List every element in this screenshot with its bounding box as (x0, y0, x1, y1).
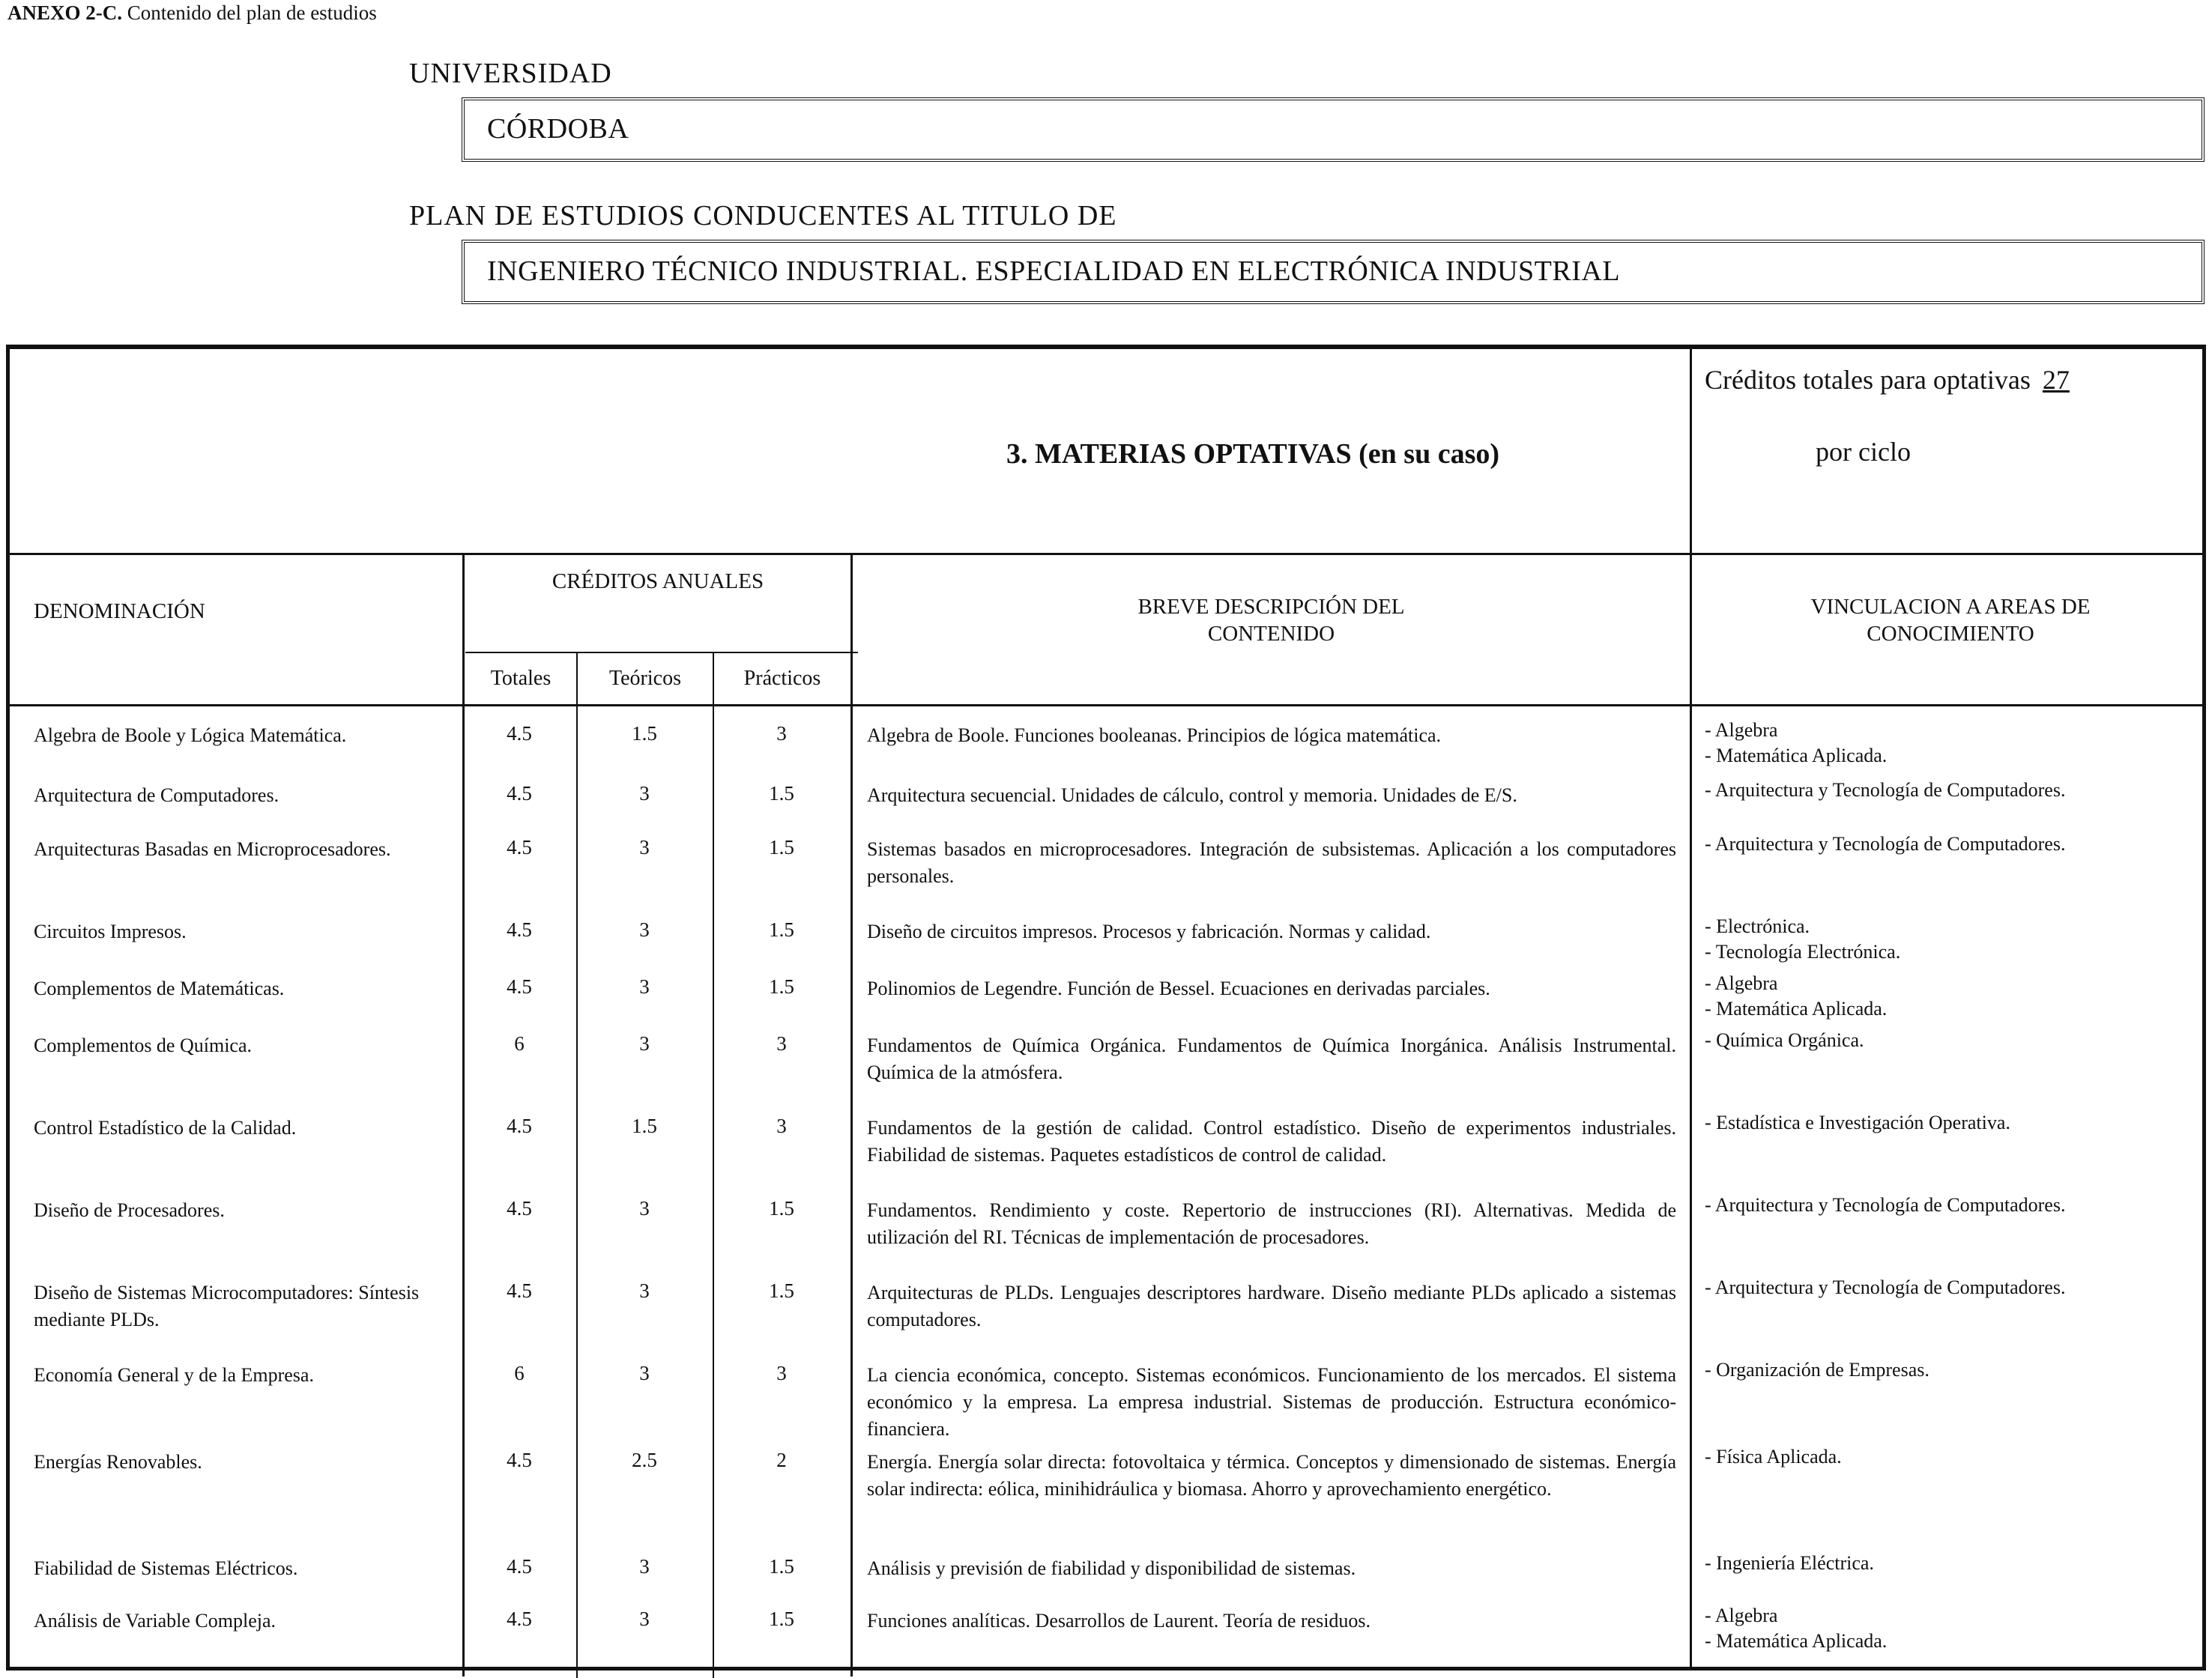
row-totales: 6 (514, 1362, 525, 1384)
row-descripcion: La ciencia económica, concepto. Sistemas económicos. Funcionamiento de los mercados. El sistema económico y la empresa. La empresa industrial. Sistemas de producción. Estructura económico-financiera. (867, 1364, 1676, 1440)
row-areas (1705, 1551, 2199, 1576)
area-item: - Arquitectura y Tecnología de Computadores. (1705, 833, 2066, 855)
row-totales: 4.5 (507, 1197, 532, 1220)
row-totales: 4.5 (507, 1555, 532, 1578)
columns-divider (10, 704, 2202, 706)
row-teoricos: 3 (639, 1608, 650, 1630)
col-practicos: Prácticos (743, 667, 821, 690)
row-practicos: 1.5 (769, 1197, 794, 1220)
row-teoricos: 3 (639, 836, 650, 858)
row-totales: 4.5 (507, 975, 532, 998)
row-teoricos: 3 (639, 1362, 650, 1384)
row-denominacion: Algebra de Boole y Lógica Matemática. (34, 724, 347, 746)
row-practicos: 1.5 (769, 1279, 794, 1302)
row-descripcion: Fundamentos de la gestión de calidad. Control estadístico. Diseño de experimentos industriales. Fiabilidad de sistemas. Paquetes estadísticos de control de calidad. (867, 1117, 1676, 1166)
area-item: - Arquitectura y Tecnología de Computadores. (1705, 1276, 2066, 1298)
row-practicos: 1.5 (769, 1555, 794, 1578)
row-descripcion: Diseño de circuitos impresos. Procesos y fabricación. Normas y calidad. (867, 921, 1431, 942)
row-denominacion: Análisis de Variable Compleja. (34, 1610, 276, 1632)
row-practicos: 1.5 (769, 1608, 794, 1630)
row-teoricos: 3 (639, 975, 650, 998)
row-areas (1705, 1603, 2199, 1654)
row-teoricos: 3 (639, 1555, 650, 1578)
row-practicos: 3 (776, 1032, 787, 1055)
area-item: - Matemática Aplicada. (1705, 745, 1888, 766)
row-practicos: 1.5 (769, 836, 794, 858)
row-descripcion: Funciones analíticas. Desarrollos de Laurent. Teoría de residuos. (867, 1610, 1371, 1632)
row-teoricos: 2.5 (632, 1449, 657, 1471)
annex-number: ANEXO 2-C. (7, 1, 122, 24)
area-item: - Matemática Aplicada. (1705, 998, 1888, 1020)
section-title: 3. MATERIAS OPTATIVAS (en su caso) (1006, 438, 1500, 470)
annex-subtitle: Contenido del plan de estudios (127, 1, 377, 24)
row-totales: 4.5 (507, 1449, 532, 1471)
col-vinculacion-line2: CONOCIMIENTO (1867, 622, 2034, 646)
row-practicos: 2 (776, 1449, 787, 1471)
row-areas (1705, 832, 2199, 857)
area-item: - Electrónica. (1705, 915, 1810, 937)
row-totales: 4.5 (507, 918, 532, 941)
plan-value: INGENIERO TÉCNICO INDUSTRIAL. ESPECIALIDAD EN ELECTRÓNICA INDUSTRIAL (487, 255, 1621, 287)
row-descripcion: Fundamentos. Rendimiento y coste. Repertorio de instrucciones (RI). Alternativas. Medida de utilización del RI. Técnicas de implementación de procesadores. (867, 1199, 1676, 1248)
plan-label: PLAN DE ESTUDIOS CONDUCENTES AL TITULO DE (409, 200, 1117, 231)
row-practicos: 3 (776, 1115, 787, 1137)
area-item: - Arquitectura y Tecnología de Computadores. (1705, 1194, 2066, 1216)
area-item: - Estadística e Investigación Operativa. (1705, 1112, 2010, 1133)
row-descripcion: Sistemas basados en microprocesadores. Integración de subsistemas. Aplicación a los computadores personales. (867, 838, 1676, 887)
row-teoricos: 1.5 (632, 1115, 657, 1137)
col-creditos: CRÉDITOS ANUALES (552, 569, 764, 593)
row-teoricos: 3 (639, 1197, 650, 1220)
university-label: UNIVERSIDAD (409, 58, 612, 89)
row-denominacion: Complementos de Matemáticas. (34, 978, 285, 999)
row-denominacion: Arquitecturas Basadas en Microprocesadores. (34, 838, 391, 860)
university-box (462, 97, 2205, 162)
area-item: - Organización de Empresas. (1705, 1359, 1930, 1381)
row-areas (1705, 1357, 2199, 1383)
area-item: - Ingeniería Eléctrica. (1705, 1552, 1874, 1574)
row-denominacion: Control Estadístico de la Calidad. (34, 1117, 297, 1139)
vline-credits-left (462, 553, 465, 1677)
row-areas (1705, 1110, 2199, 1136)
row-areas (1705, 914, 2199, 965)
row-descripcion: Algebra de Boole. Funciones booleanas. Principios de lógica matemática. (867, 724, 1442, 746)
row-teoricos: 3 (639, 918, 650, 941)
credits-total (1705, 364, 2070, 396)
row-practicos: 1.5 (769, 782, 794, 805)
row-denominacion: Arquitectura de Computadores. (34, 784, 279, 806)
row-descripcion: Energía. Energía solar directa: fotovoltaica y térmica. Conceptos y dimensionado de sistemas. Energía solar indirecta: eólica, minihidráulica y biomasa. Ahorro y aprovechamiento energético. (867, 1451, 1676, 1500)
row-practicos: 3 (776, 722, 787, 745)
row-totales: 4.5 (507, 1115, 532, 1137)
row-denominacion: Circuitos Impresos. (34, 921, 187, 942)
vline-description (850, 553, 853, 1677)
area-item: - Matemática Aplicada. (1705, 1630, 1888, 1652)
row-practicos: 3 (776, 1362, 787, 1384)
col-denominacion: DENOMINACIÓN (34, 599, 205, 623)
row-descripcion: Arquitecturas de PLDs. Lenguajes descriptores hardware. Diseño mediante PLDs aplicado a sistemas computadores. (867, 1282, 1676, 1330)
row-areas (1705, 1444, 2199, 1470)
row-totales: 4.5 (507, 1608, 532, 1630)
row-denominacion: Fiabilidad de Sistemas Eléctricos. (34, 1557, 298, 1579)
header-divider (10, 553, 2202, 555)
row-teoricos: 1.5 (632, 722, 657, 745)
area-item: - Arquitectura y Tecnología de Computadores. (1705, 779, 2066, 801)
row-practicos: 1.5 (769, 975, 794, 998)
vline-practicos (713, 652, 714, 1678)
row-denominacion: Diseño de Sistemas Microcomputadores: Síntesis mediante PLDs. (34, 1282, 420, 1330)
area-item: - Tecnología Electrónica. (1705, 941, 1901, 963)
subjects-table (6, 345, 2206, 1671)
row-areas (1705, 1028, 2199, 1053)
plan-box (462, 240, 2205, 304)
annex-title (7, 1, 377, 25)
col-teoricos: Teóricos (608, 667, 681, 690)
area-item: - Algebra (1705, 719, 1778, 741)
row-denominacion: Diseño de Procesadores. (34, 1199, 225, 1221)
row-totales: 4.5 (507, 782, 532, 805)
row-descripcion: Polinomios de Legendre. Función de Bessel. Ecuaciones en derivadas parciales. (867, 978, 1490, 999)
credits-total-label: Créditos totales para optativas (1705, 365, 2031, 395)
row-areas (1705, 778, 2199, 803)
vline-teoricos (576, 652, 578, 1678)
col-vinculacion-line1: VINCULACION A AREAS DE (1810, 595, 2091, 619)
col-vinculacion (1692, 593, 2209, 647)
area-item: - Física Aplicada. (1705, 1446, 1842, 1468)
row-areas (1705, 971, 2199, 1022)
col-totales: Totales (490, 667, 552, 690)
university-value: CÓRDOBA (487, 113, 629, 145)
row-teoricos: 3 (639, 782, 650, 805)
row-descripcion: Arquitectura secuencial. Unidades de cálculo, control y memoria. Unidades de E/S. (867, 784, 1517, 806)
vline-areas (1690, 349, 1692, 1667)
per-cycle-label: por ciclo (1816, 437, 1911, 467)
row-totales: 6 (514, 1032, 525, 1055)
row-totales: 4.5 (507, 722, 532, 745)
row-areas (1705, 1193, 2199, 1218)
row-practicos: 1.5 (769, 918, 794, 941)
row-denominacion: Energías Renovables. (34, 1451, 202, 1473)
row-teoricos: 3 (639, 1032, 650, 1055)
row-totales: 4.5 (507, 1279, 532, 1302)
row-totales: 4.5 (507, 836, 532, 858)
credits-subdivider (465, 652, 858, 653)
row-teoricos: 3 (639, 1279, 650, 1302)
row-denominacion: Complementos de Química. (34, 1035, 253, 1056)
col-descripcion-line2: CONTENIDO (1207, 622, 1335, 646)
col-descripcion (853, 593, 1690, 647)
credits-total-value: 27 (2042, 365, 2070, 395)
row-areas (1705, 1275, 2199, 1300)
row-descripcion: Fundamentos de Química Orgánica. Fundamentos de Química Inorgánica. Análisis Instrumental. Química de la atmósfera. (867, 1035, 1676, 1083)
row-areas (1705, 718, 2199, 769)
col-descripcion-line1: BREVE DESCRIPCIÓN DEL (1137, 595, 1405, 619)
area-item: - Algebra (1705, 1605, 1778, 1626)
row-denominacion: Economía General y de la Empresa. (34, 1364, 314, 1386)
row-descripcion: Análisis y previsión de fiabilidad y disponibilidad de sistemas. (867, 1557, 1356, 1579)
area-item: - Química Orgánica. (1705, 1029, 1864, 1051)
area-item: - Algebra (1705, 972, 1778, 994)
